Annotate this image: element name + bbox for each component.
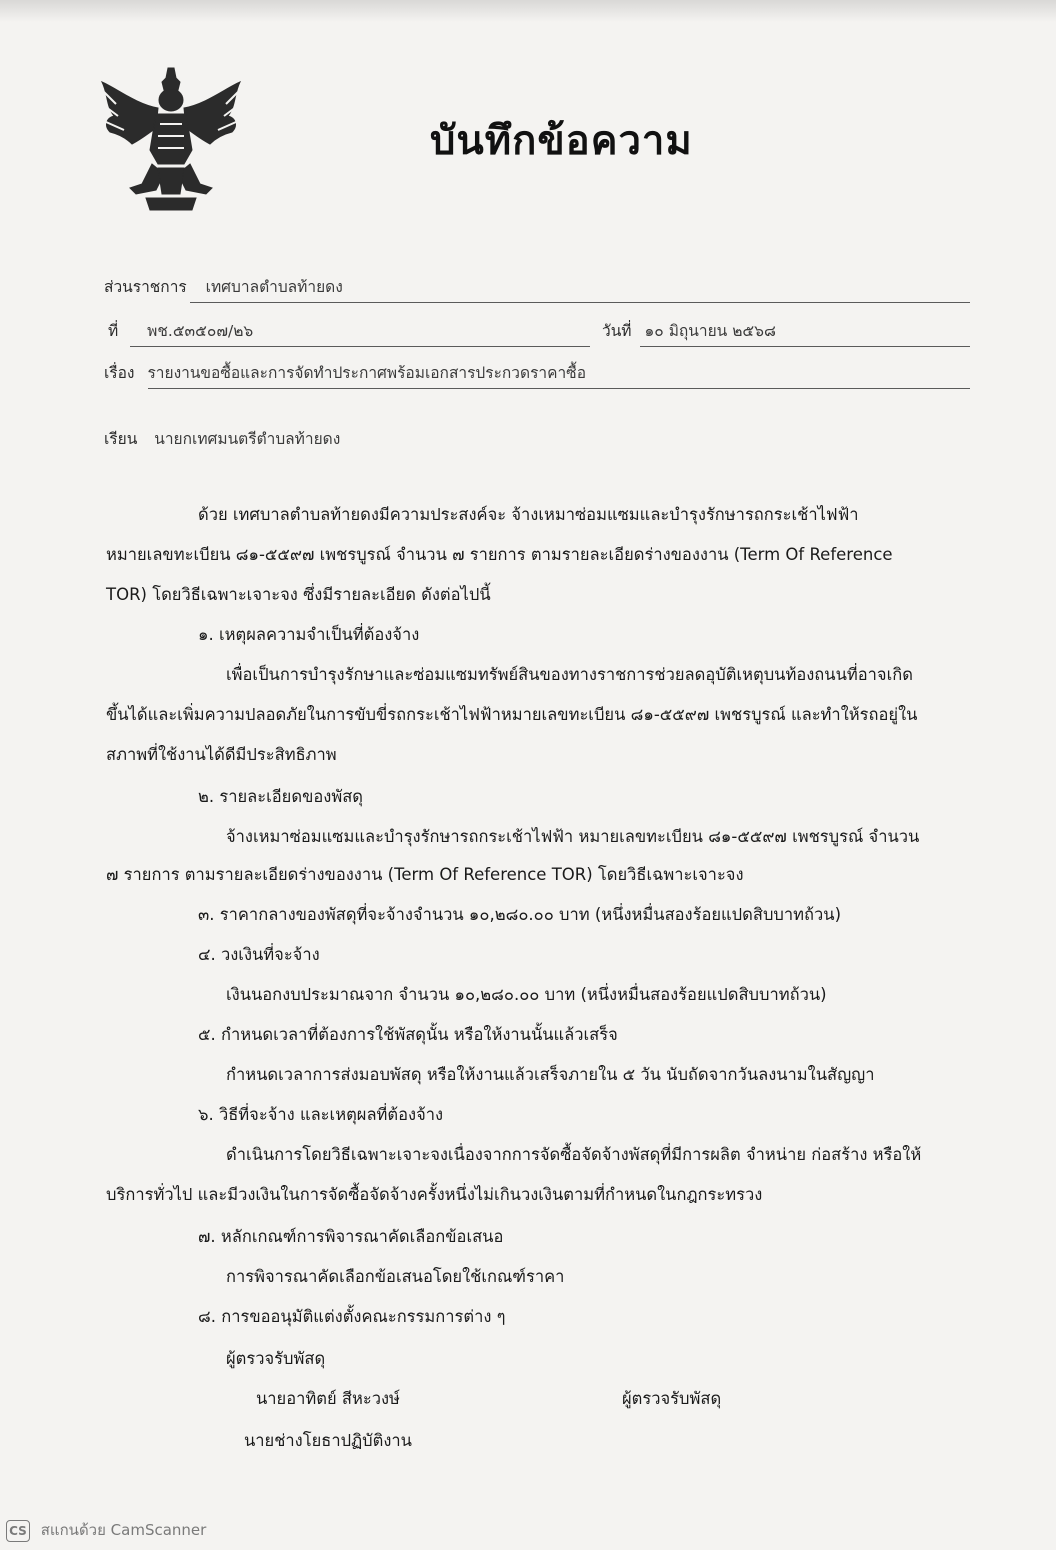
section-1-line-2: ขึ้นได้และเพิ่มความปลอดภัยในการขับขี่รถกระเช้าไฟฟ้าหมายเลขทะเบียน ๘๑-๕๕๙๗ เพชรบูรณ์ และทำให้รถอยู่ใน bbox=[106, 705, 918, 724]
section-2-line-1: จ้างเหมาซ่อมแซมและบำรุงรักษารถกระเช้าไฟฟ้า หมายเลขทะเบียน ๘๑-๕๕๙๗ เพชรบูรณ์ จำนวน bbox=[226, 827, 920, 846]
committee-member-name: นายอาทิตย์ สีหะวงษ์ bbox=[256, 1389, 400, 1408]
to-value: นายกเทศมนตรีตำบลท้ายดง bbox=[154, 430, 341, 448]
section-4-line-1: เงินนอกงบประมาณจาก จำนวน ๑๐,๒๘๐.๐๐ บาท (หนึ่งหมื่นสองร้อยแปดสิบบาทถ้วน) bbox=[226, 985, 827, 1004]
section-5-heading: ๕. กำหนดเวลาที่ต้องการใช้พัสดุนั้น หรือให้งานนั้นแล้วเสร็จ bbox=[198, 1025, 618, 1044]
memo-title: บันทึกข้อความ bbox=[430, 118, 693, 164]
subject-value: รายงานขอซื้อและการจัดทำประกาศพร้อมเอกสารประกวดราคาซื้อ bbox=[147, 364, 587, 382]
reference-field bbox=[108, 318, 253, 343]
intro-line-3: TOR) โดยวิธีเฉพาะเจาะจง ซึ่งมีรายละเอียด ดังต่อไปนี้ bbox=[106, 585, 491, 604]
department-label: ส่วนราชการ bbox=[104, 278, 187, 296]
reference-value: พช.๕๓๕๐๗/๒๖ bbox=[147, 322, 254, 340]
subject-field bbox=[104, 360, 586, 385]
garuda-emblem-icon bbox=[96, 64, 246, 216]
department-underline bbox=[190, 302, 970, 303]
section-6-line-2: บริการทั่วไป และมีวงเงินในการจัดซื้อจัดจ้างครั้งหนึ่งไม่เกินวงเงินตามที่กำหนดในกฎกระทรวง bbox=[106, 1185, 763, 1204]
reference-underline bbox=[130, 346, 590, 347]
department-value: เทศบาลตำบลท้ายดง bbox=[205, 278, 343, 296]
to-label: เรียน bbox=[104, 430, 138, 448]
date-label: วันที่ bbox=[602, 322, 632, 340]
section-6-heading: ๖. วิธีที่จะจ้าง และเหตุผลที่ต้องจ้าง bbox=[198, 1105, 444, 1124]
scanner-footer bbox=[6, 1518, 206, 1542]
department-field bbox=[104, 274, 343, 299]
section-7-line-1: การพิจารณาคัดเลือกข้อเสนอโดยใช้เกณฑ์ราคา bbox=[226, 1267, 565, 1286]
section-8-subheading: ผู้ตรวจรับพัสดุ bbox=[226, 1349, 326, 1368]
scanner-footer-text: สแกนด้วย CamScanner bbox=[40, 1521, 207, 1539]
section-1-heading: ๑. เหตุผลความจำเป็นที่ต้องจ้าง bbox=[198, 625, 420, 644]
scan-edge-shadow bbox=[0, 0, 1056, 22]
date-field bbox=[602, 318, 776, 343]
section-5-line-1: กำหนดเวลาการส่งมอบพัสดุ หรือให้งานแล้วเสร็จภายใน ๕ วัน นับถัดจากวันลงนามในสัญญา bbox=[226, 1065, 875, 1084]
to-field bbox=[104, 426, 340, 451]
date-value: ๑๐ มิถุนายน ๒๕๖๘ bbox=[644, 322, 776, 340]
section-1-line-1: เพื่อเป็นการบำรุงรักษาและซ่อมแซมทรัพย์สินของทางราชการช่วยลดอุบัติเหตุบนท้องถนนที่อาจเกิด bbox=[226, 665, 913, 684]
subject-underline bbox=[148, 388, 970, 389]
section-7-heading: ๗. หลักเกณฑ์การพิจารณาคัดเลือกข้อเสนอ bbox=[198, 1227, 504, 1246]
section-2-heading: ๒. รายละเอียดของพัสดุ bbox=[198, 787, 363, 806]
reference-label: ที่ bbox=[108, 322, 119, 340]
section-6-line-1: ดำเนินการโดยวิธีเฉพาะเจาะจงเนื่องจากการจัดซื้อจัดจ้างพัสดุที่มีการผลิต จำหน่าย ก่อสร้าง หรือให้ bbox=[226, 1145, 922, 1164]
section-4-heading: ๔. วงเงินที่จะจ้าง bbox=[198, 945, 320, 964]
intro-line-2: หมายเลขทะเบียน ๘๑-๕๕๙๗ เพชรบูรณ์ จำนวน ๗ รายการ ตามรายละเอียดร่างของงาน (Term Of Reference bbox=[106, 545, 893, 564]
section-1-line-3: สภาพที่ใช้งานได้ดีมีประสิทธิภาพ bbox=[106, 745, 337, 764]
camscanner-logo-icon: CS bbox=[6, 1520, 30, 1542]
section-8-heading: ๘. การขออนุมัติแต่งตั้งคณะกรรมการต่าง ๆ bbox=[198, 1307, 506, 1326]
date-underline bbox=[640, 346, 970, 347]
section-3-heading: ๓. ราคากลางของพัสดุที่จะจ้างจำนวน ๑๐,๒๘๐.๐๐ บาท (หนึ่งหมื่นสองร้อยแปดสิบบาทถ้วน) bbox=[198, 905, 842, 924]
section-2-line-2: ๗ รายการ ตามรายละเอียดร่างของงาน (Term Of Reference TOR) โดยวิธีเฉพาะเจาะจง bbox=[106, 865, 744, 884]
subject-label: เรื่อง bbox=[104, 364, 135, 382]
committee-member-role: ผู้ตรวจรับพัสดุ bbox=[622, 1389, 722, 1408]
intro-line-1: ด้วย เทศบาลตำบลท้ายดงมีความประสงค์จะ จ้างเหมาซ่อมแซมและบำรุงรักษารถกระเช้าไฟฟ้า bbox=[198, 505, 859, 524]
committee-member-position: นายช่างโยธาปฏิบัติงาน bbox=[244, 1431, 412, 1450]
